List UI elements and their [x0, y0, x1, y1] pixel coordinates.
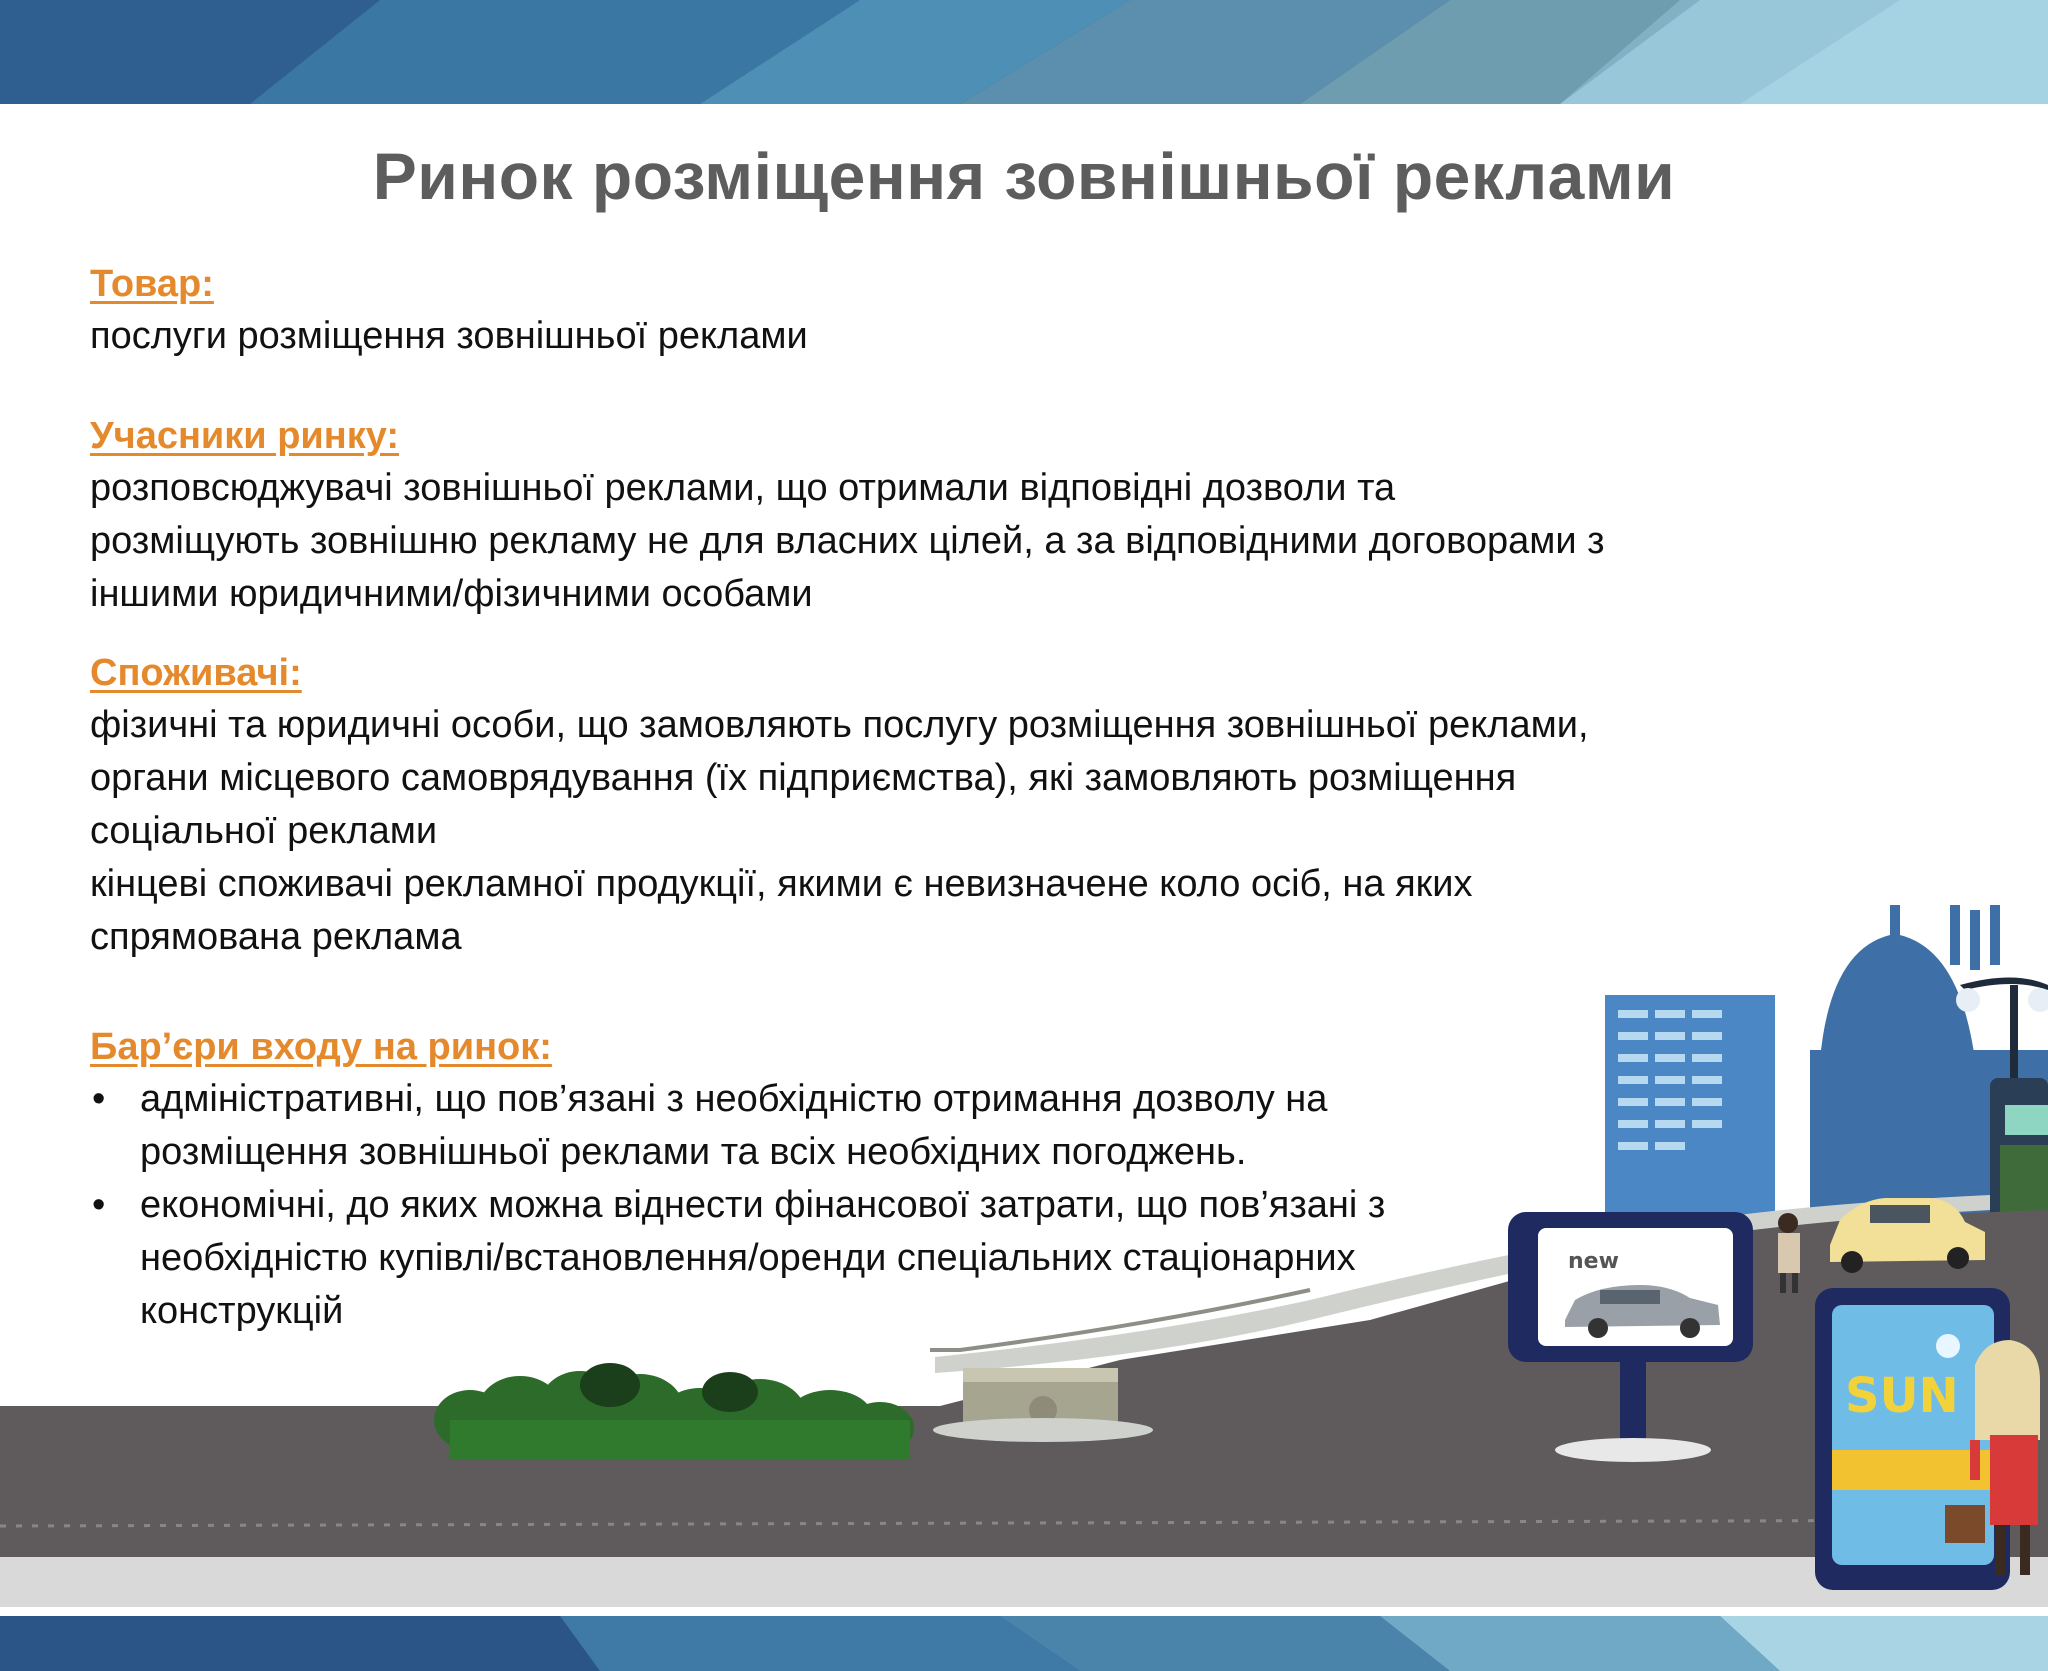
participants-heading: Учасники ринку: — [90, 415, 400, 457]
sign-text: SUN — [1845, 1368, 1959, 1424]
consumers-line: соціальної реклами — [90, 810, 438, 852]
consumers-line: спрямована реклама — [90, 916, 462, 958]
barrier-line: необхідністю купівлі/встановлення/оренди спеціальних стаціонарних — [140, 1237, 1356, 1279]
participants-line: розповсюджувачі зовнішньої реклами, що отримали відповідні дозволи та — [90, 467, 1396, 509]
top-decorative-band — [0, 0, 2048, 104]
barrier-line: економічні, до яких можна віднести фінансової затрати, що пов’язані з — [140, 1184, 1386, 1226]
billboard-text: new — [1568, 1249, 1619, 1274]
shrubs — [434, 1363, 914, 1460]
barriers-heading: Бар’єри входу на ринок: — [90, 1026, 552, 1068]
consumers-line: фізичні та юридичні особи, що замовляють послугу розміщення зовнішньої реклами, — [90, 704, 1589, 746]
participants-line: іншими юридичними/фізичними особами — [90, 573, 813, 615]
barrier-line: розміщення зовнішньої реклами та всіх необхідних погоджень. — [140, 1131, 1247, 1173]
barrier-line: адміністративні, що пов’язані з необхідністю отримання дозволу на — [140, 1078, 1328, 1120]
barrier-line: конструкцій — [140, 1290, 344, 1332]
section-participants — [90, 410, 1790, 621]
bottom-decorative-band — [0, 1616, 2048, 1671]
consumers-line: органи місцевого самоврядування (їх підприємства), які замовляють розміщення — [90, 757, 1517, 799]
product-heading: Товар: — [90, 263, 214, 305]
section-product — [90, 258, 1790, 363]
product-text: послуги розміщення зовнішньої реклами — [90, 315, 808, 357]
slide-title: Ринок розміщення зовнішньої реклами — [372, 139, 1676, 213]
participants-line: розміщують зовнішню рекламу не для власних цілей, а за відповідними договорами з — [90, 520, 1605, 562]
consumers-heading: Споживачі: — [90, 652, 302, 694]
consumers-line: кінцеві споживачі рекламної продукції, якими є невизначене коло осіб, на яких — [90, 863, 1473, 905]
city-illustration — [0, 880, 2048, 1620]
